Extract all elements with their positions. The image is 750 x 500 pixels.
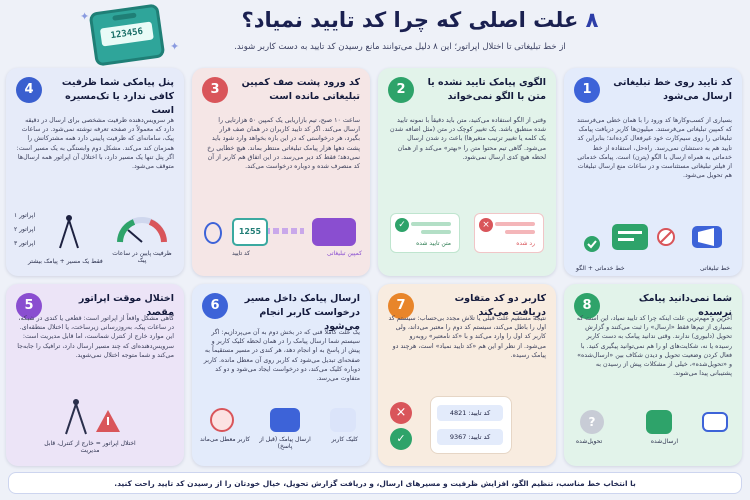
card-body: هر سرویس‌دهنده ظرفیت مشخصی برای ارسال در دقیقه دارد که معمولاً در صفحه تعرفه نوشته نمی‌شود. در ساعات پیک، سامانه‌ای که ظرفیت پایینی دارد همه مشترکانش را همزمان کند می‌کند. مشکل دوم وابستگی به یک مسیر است: اگر پنل تنها یک مسیر دارد، با اختلال آن اپراتور همه ارسال‌ها متوقف می‌شود. [16, 117, 174, 171]
card-number: 2 [388, 77, 414, 103]
card-number: 6 [202, 293, 228, 319]
check-icon: ✓ [390, 428, 412, 450]
blocked-icon [658, 229, 674, 245]
card3-label-a: کمپین تبلیغاتی [326, 250, 362, 257]
card-body: یک علت کاملاً فنی که در بخش دوم به آن می‌پردازیم: اگر سیستم شما ارسال پیامک را در همان لحظه کلیک کاربر و پیش از پاسخ به او انجام دهد، هر کندی در مسیر مستقیماً به صفحه‌ای تبدیل می‌شود که کاربر روی آن معطل مانده. کاربر دوباره کلیک می‌کند، دو درخواست ایجاد می‌شود و دو کد متفاوت می‌رسد. [203, 329, 360, 383]
card-number: 7 [388, 293, 414, 319]
envelope-icon [702, 412, 728, 432]
title-text: علت اصلی که چرا کد تایید نمیاد؟ [241, 8, 579, 32]
close-icon: × [390, 402, 412, 424]
card-title: پنل پیامکی شما ظرفیت کافی ندارد یا تک‌مسیره است [61, 77, 174, 116]
card-6 [192, 284, 370, 466]
card-body: بسیاری از کسب‌وکارها کد ورود را با همان خطی می‌فرستند که کمپین تبلیغاتی می‌فرستند. میلیون‌ها کاربر دریافت پیامک تبلیغاتی را روی سیم‌کارت خود غیرفعال کرده‌اند؛ بنابراین کد تایید هم به دستشان نمی‌رسد. راه‌حل، استفاده از خط خدماتی به همراه ارسال با الگو (پترن) است. پیامک خدماتی از فیلتر تبلیغاتی مستثناست و در ساعات منع ارسال تبلیغات هم تحویل می‌شود. [577, 117, 732, 180]
card-1 [564, 68, 742, 276]
hourglass-icon [210, 408, 234, 432]
operator-1: اپراتور ۱ [14, 212, 36, 219]
card-title: شما نمی‌دانید پیامک نرسیده [638, 293, 732, 318]
question-icon: ? [580, 410, 604, 434]
card4-label-b: فقط یک مسیر + پیامک بیشتر [28, 258, 103, 265]
card-number: 3 [202, 77, 228, 103]
operator-3: اپراتور ۳ [14, 240, 36, 247]
card-number: 1 [574, 77, 600, 103]
card-body: ساعت ۱۰ صبح، تیم بازاریابی یک کمپین ۵۰ هزارتایی را ارسال می‌کند. اگر کد تایید کاربران در همان صف قرار بگیرد، هر درخواستی که در این بازه بخواهد وارد شود باید پشت دهها هزار پیامک تبلیغاتی منتظر بماند. هیچ خطایی رخ نمی‌دهد؛ فقط کد دیر می‌رسد. در این اتفاق هم کاربر از آن کد منصرف شده و دوباره درخواست می‌کند. [207, 117, 360, 171]
title-number: ۸ [585, 8, 599, 32]
tower-warning-illustration [56, 396, 126, 436]
card1-label-a: خط تبلیغاتی [700, 265, 730, 272]
card-title: اختلال موقت اپراتور مقصد [78, 293, 174, 318]
card8-label-b: تحویل‌شده [576, 438, 603, 445]
card-body: گاهی مشکل واقعاً از اپراتور است: قطعی یا کندی در شبکه، در ساعات پیک، به‌روزرسانی زیرساخت، یا اختلال منطقه‌ای. این موارد خارج از کنترل شماست، اما قابل مدیریت است: سرویس‌دهنده‌ای که چند مسیر ارسال دارد، ترافیک را جابه‌جا می‌کند و شما متوجه اختلال نمی‌شوید. [17, 315, 174, 359]
footer-banner: با انتخاب خط مناسب، تنظیم الگو، افزایش ظرفیت و مسیرهای ارسال، و دریافت گزارش تحویل، خیال خودتان را از رسیدن کد تایید راحت کنید. [8, 472, 742, 494]
card-4 [6, 68, 184, 276]
header [0, 0, 750, 68]
phone-illustration [89, 3, 166, 66]
sparkle-icon: ✦ [80, 10, 90, 23]
card5-label-a: اختلال اپراتور = خارج از کنترل، قابل مدیریت [44, 440, 136, 454]
card-body: نتیجه مستقیم علت قبلی یا تلاش مجدد بی‌حساب: سیستم کد اول را باطل می‌کند، سیستم کد دوم را معتبر می‌داند، ولی کاربر کد اول را وارد می‌کند و با «کد نامعتبر» روبه‌رو می‌شود. از نظر او این هم «کد تایید نمیاد» است، هرچند دو پیامک رسیده. [388, 315, 546, 359]
card-2 [378, 68, 556, 276]
rejected-template-box [474, 213, 544, 253]
card4-label-a: ظرفیت پایین در ساعات پیک [112, 250, 172, 264]
card6-label-b: ارسال پیامک (قبل از پاسخ) [259, 436, 311, 450]
check-icon [584, 236, 600, 252]
card-3 [192, 68, 370, 276]
operator-2: اپراتور ۲ [14, 226, 36, 233]
page-title [160, 8, 680, 32]
gauge-icon [114, 208, 170, 248]
card-body: وقتی از الگو استفاده می‌کنید، متن باید دقیقاً با نمونه تایید شده منطبق باشد. یک تغییر کوچک در متن (مثل اضافه شدن یک کلمه یا تغییر ترتیب متغیرها) باعث رد شدن ارسال می‌شود. گاهی تیم محتوا متن را «بهتر» می‌کند و از همان لحظه هیچ کدی ارسال نمی‌شود. [390, 117, 546, 161]
card-8 [564, 284, 742, 466]
sent-icon [646, 410, 672, 434]
card-5 [6, 284, 184, 466]
megaphone-icon [312, 218, 356, 246]
close-icon: × [479, 218, 493, 232]
phone-speaker [112, 13, 136, 21]
megaphone-icon [692, 226, 722, 248]
card2-label-a: رد شده [516, 240, 535, 247]
card-7 [378, 284, 556, 466]
approved-template-box [390, 213, 460, 253]
card3-label-b: کد تایید [232, 250, 251, 257]
phone-code: 123456 [100, 21, 154, 46]
card1-illustration [574, 220, 732, 264]
warning-icon [96, 410, 120, 432]
card6-label-a: کلیک کاربر [331, 436, 358, 443]
page-subtitle: از خط تبلیغاتی تا اختلال اپراتور؛ این ۸ دلیل می‌توانند مانع رسیدن کد تایید به دست کاربر شوند. [234, 42, 566, 52]
message-code-b: کد تایید: 9367 [437, 429, 503, 445]
code-box: 1255 [232, 218, 268, 246]
send-sms-icon [270, 408, 300, 432]
sparkle-icon: ✦ [170, 40, 180, 53]
card-title: کاربر دو کد متفاوت دریافت می‌کند [454, 293, 546, 318]
clock-icon [204, 222, 222, 244]
card-number: 5 [16, 293, 42, 319]
card1-label-b: خط خدماتی + الگو [576, 265, 625, 272]
card8-label-a: ارسال‌شده [650, 438, 678, 445]
card-title: کد ورود پشت صف کمپین تبلیغاتی مانده است [241, 77, 360, 102]
queue-line [264, 228, 304, 234]
card-title: ارسال پیامک داخل مسیر درخواست کاربر انجام می‌شود [244, 293, 360, 332]
card2-label-b: متن تایید شده [416, 240, 451, 247]
tower-icon [66, 399, 86, 434]
check-icon: ✓ [395, 218, 409, 232]
card-title: کد تایید روی خط تبلیغاتی ارسال می‌شود [613, 77, 732, 102]
cursor-icon [330, 408, 356, 432]
tower-icon [54, 210, 84, 250]
chat-icon [612, 224, 648, 250]
card6-label-c: کاربر معطل می‌ماند [200, 436, 251, 443]
message-code-a: کد تایید: 4821 [437, 405, 503, 421]
card-title: الگوی پیامک تایید نشده یا متن با الگو نمی‌خواند [427, 77, 546, 102]
card-number: 8 [574, 293, 600, 319]
card-number: 4 [16, 77, 42, 103]
card-body: آخرین و مهم‌ترین علت اینکه چرا کد تایید نمیاد، این است که بسیاری از تیم‌ها فقط «ارسال» را ثبت می‌کنند و گزارش تحویل (دلیوری) ندارند. وقتی ندانید پیامک به دست کاربر رسیده یا نه، شکایت‌های او را هم نمی‌توانید پیگیری کنید. با فعال کردن وضعیت تحویل و دیدن شکاف بین «ارسال‌شده» و «تحویل‌شده»، خیلی از مشکلات پیش از رسیدن به پشتیبانی پیدا می‌شوند. [576, 315, 732, 378]
phone-messages [430, 396, 512, 454]
